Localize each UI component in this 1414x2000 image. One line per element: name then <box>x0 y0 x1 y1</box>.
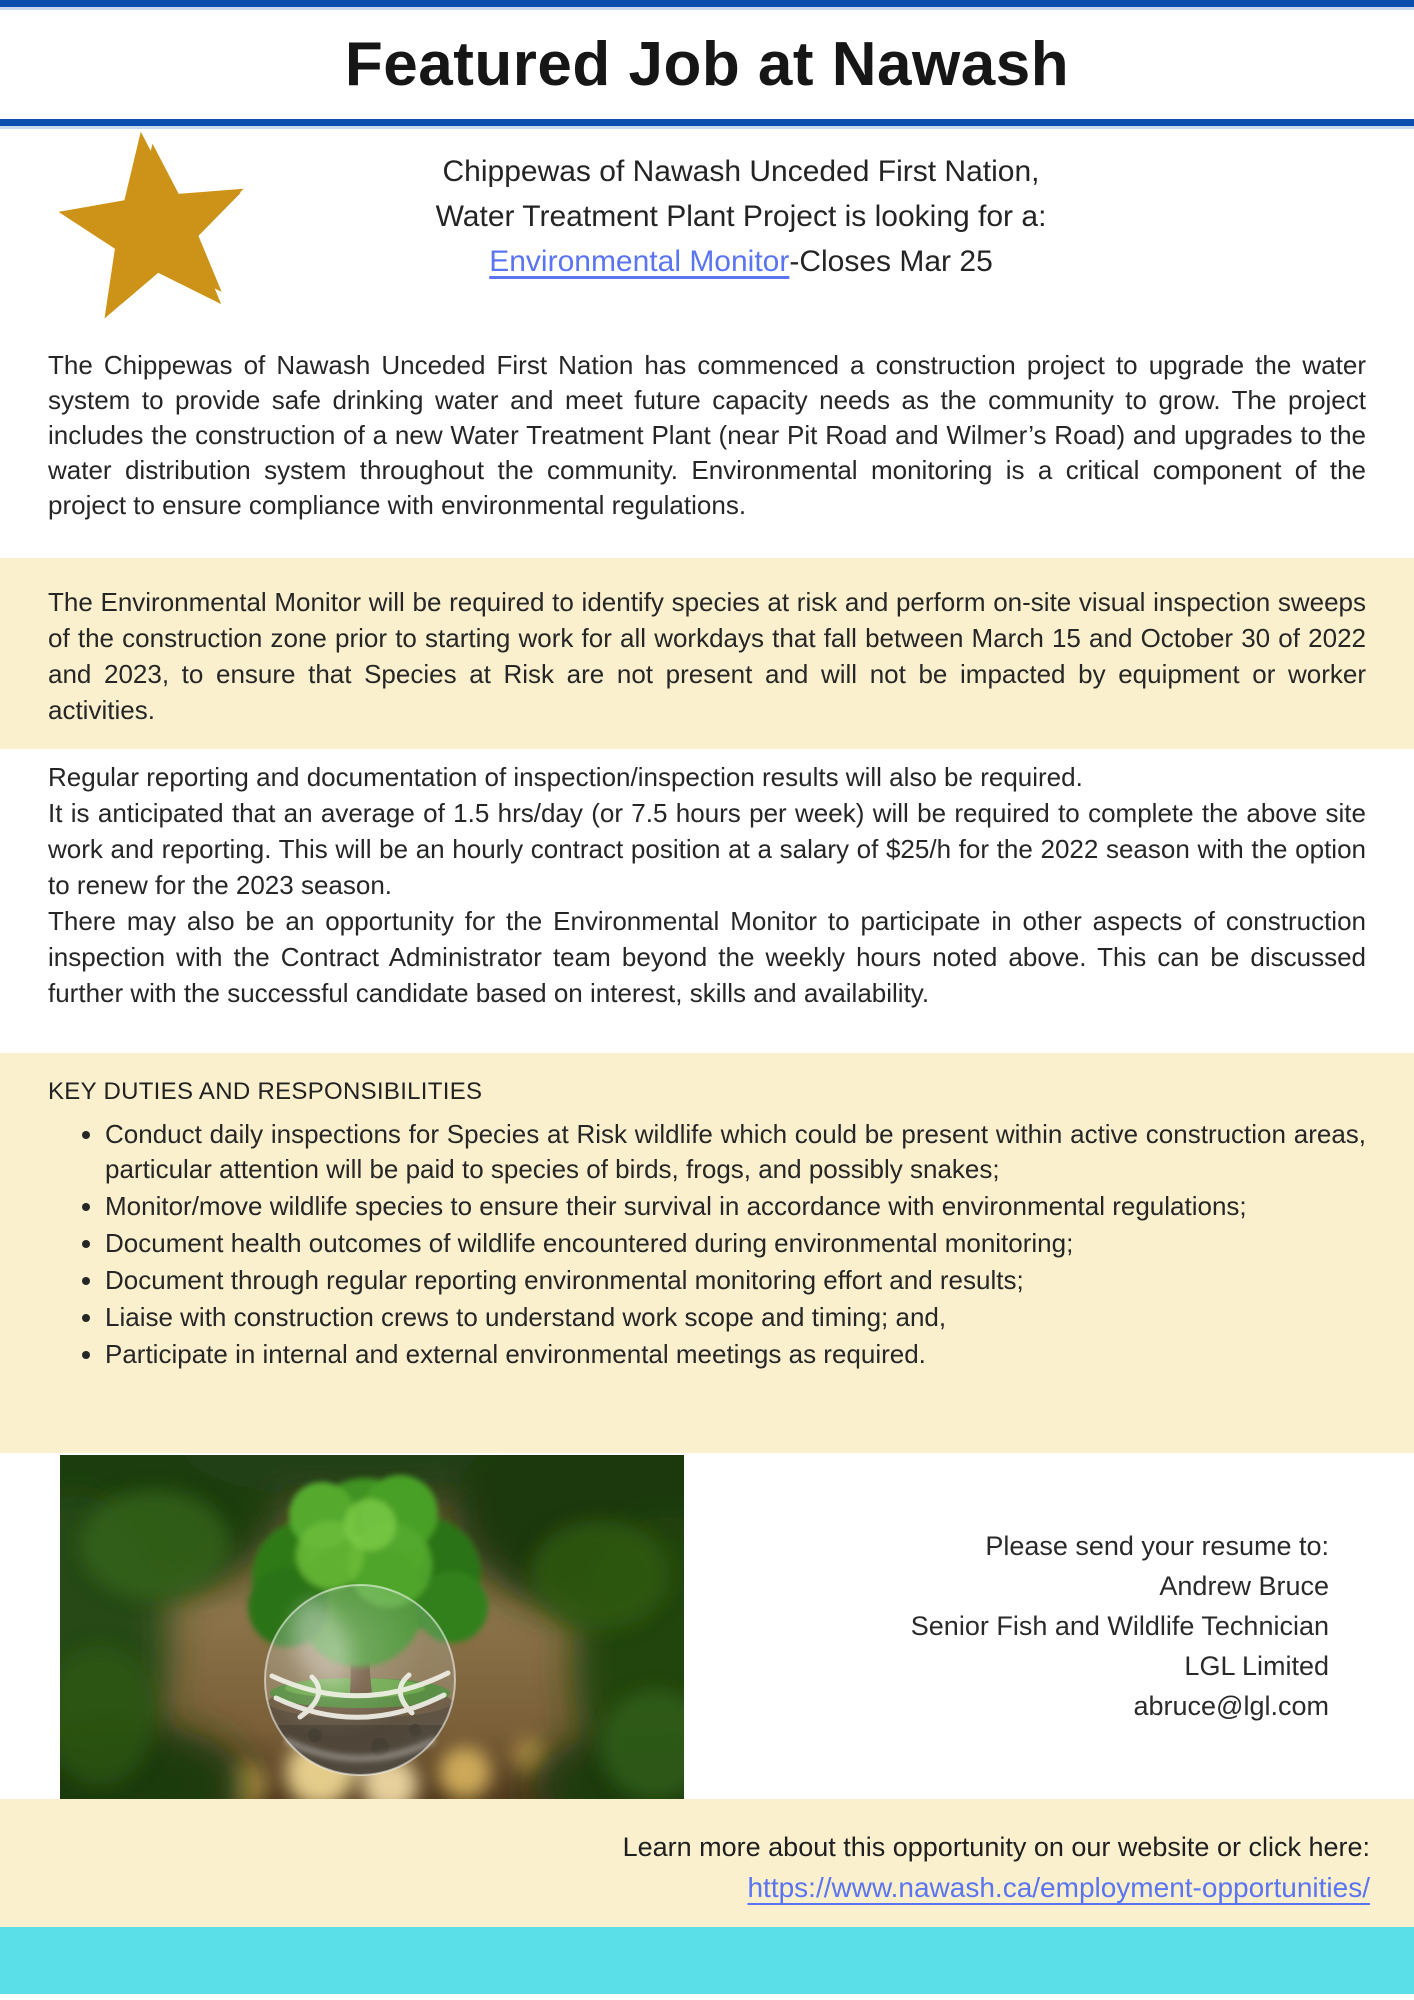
header <box>0 10 1414 119</box>
page-title: Featured Job at Nawash <box>344 30 1070 99</box>
closes-date-text: -Closes Mar 25 <box>789 245 993 278</box>
contact-title: Senior Fish and Wildlife Technician <box>910 1611 1329 1641</box>
contact-line: Please send your resume to: <box>985 1531 1329 1561</box>
hero-line-2: Water Treatment Plant Project is looking for a: <box>435 200 1047 233</box>
details-paragraph-1: Regular reporting and documentation of inspection/inspection results will also be required. <box>48 762 1083 792</box>
highlight-paragraph: The Environmental Monitor will be required to identify species at risk and perform on-site visual inspection sweeps of the construction zone prior to starting work for all workdays that fall between March 15 and October 30 of 2022 and 2023, to ensure that Species at Risk are not present and will not be impacted by equipment or worker activities. <box>48 587 1366 725</box>
intro-paragraph: The Chippewas of Nawash Unceded First Nation has commenced a construction project to upgrade the water system to provide safe drinking water and meet future capacity needs as the community to grow. The project includes the construction of a new Water Treatment Plant (near Pit Road and Wilmer’s Road) and upgrades to the water distribution system throughout the community. Environmental monitoring is a critical component of the project to ensure compliance with environmental regulations. <box>48 350 1366 520</box>
duties-heading: KEY DUTIES AND RESPONSIBILITIES <box>48 1078 483 1105</box>
footer-text: Learn more about this opportunity on our website or click here: <box>622 1832 1370 1862</box>
contact-company: LGL Limited <box>1184 1651 1329 1681</box>
tree-in-glass-sphere-photo <box>60 1455 684 1799</box>
hero-line-1: Chippewas of Nawash Unceded First Nation, <box>442 155 1040 188</box>
duties-list <box>48 1117 1366 1372</box>
duty-item: • Participate in internal and external environmental meetings as required. <box>105 1337 1366 1372</box>
employment-opportunities-link[interactable]: https://www.nawash.ca/employment-opportunities/ <box>747 1872 1370 1903</box>
hero-line-3 <box>330 239 1152 284</box>
duty-item: • Document health outcomes of wildlife encountered during environmental monitoring; <box>105 1226 1366 1261</box>
duties-section <box>0 1053 1414 1453</box>
duty-item: • Document through regular reporting environmental monitoring effort and results; <box>105 1263 1366 1298</box>
duty-item: • Liaise with construction crews to understand work scope and timing; and, <box>105 1300 1366 1335</box>
media-section <box>0 1453 1414 1799</box>
star-icon <box>58 123 254 335</box>
duty-item: • Monitor/move wildlife species to ensure their survival in accordance with environmental regulations; <box>105 1189 1366 1224</box>
details-paragraph-3: There may also be an opportunity for the Environmental Monitor to participate in other aspects of construction inspection with the Contract Administrator team beyond the weekly hours noted above. This can be discussed further with the successful candidate based on interest, skills and availability. <box>48 906 1366 1008</box>
details-section <box>0 749 1414 1053</box>
environmental-monitor-link[interactable]: Environmental Monitor <box>489 245 790 278</box>
contact-name: Andrew Bruce <box>1159 1571 1329 1601</box>
contact-email: abruce@lgl.com <box>1133 1691 1329 1721</box>
bottom-teal-bar <box>0 1927 1414 1994</box>
duty-item: • Conduct daily inspections for Species at Risk wildlife which could be present within active construction areas, particular attention will be paid to species of birds, frogs, and possibly snakes; <box>105 1117 1366 1187</box>
footer-section <box>0 1799 1414 1927</box>
intro-section <box>0 334 1414 558</box>
hero-section <box>0 129 1414 334</box>
details-paragraph-2: It is anticipated that an average of 1.5 hrs/day (or 7.5 hours per week) will be required to complete the above site work and reporting. This will be an hourly contract position at a salary of $25/h for the 2022 season with the option to renew for the 2023 season. <box>48 798 1366 900</box>
top-blue-bar <box>0 0 1414 10</box>
highlight-section <box>0 558 1414 749</box>
contact-block <box>684 1526 1414 1726</box>
